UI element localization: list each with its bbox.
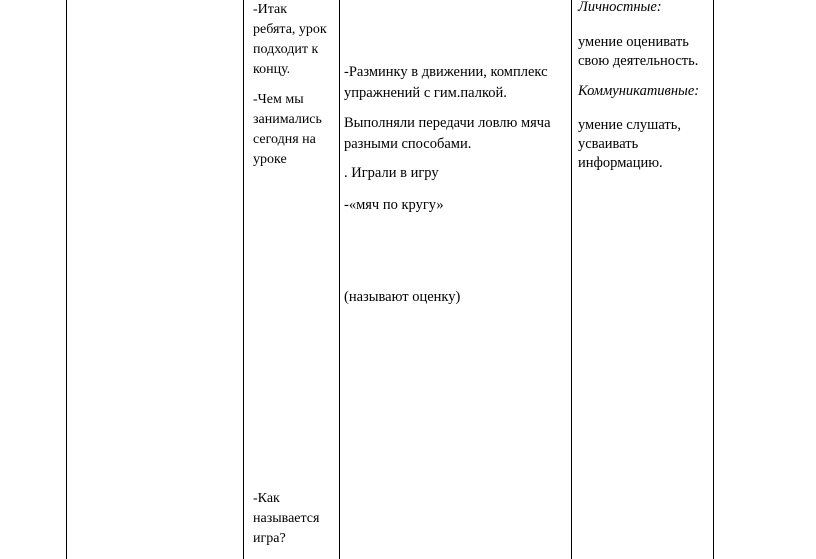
text-line: занимались [253, 112, 322, 127]
text-line: -Как [253, 491, 280, 506]
text-line: подходит к [253, 42, 319, 57]
text-line: Выполняли передачи ловлю мяча [344, 115, 551, 131]
text-line: (называют оценку) [344, 289, 461, 305]
text-line: -Итак [253, 2, 288, 17]
communicative-heading: Коммуникативные: [578, 83, 700, 99]
text-line: разными способами. [344, 136, 472, 152]
communicative-text: умение слушать, усваивать информацию. [578, 117, 681, 171]
column-divider-4 [571, 0, 572, 559]
personal-text: умение оценивать свою деятельность. [578, 34, 699, 69]
text-line: называется [253, 511, 320, 526]
text-line: . Играли в игру [344, 165, 439, 181]
text-line: -Чем мы [253, 92, 304, 107]
text-line: -«мяч по кругу» [344, 197, 444, 213]
text-line: уроке [253, 152, 287, 167]
column-divider-2 [243, 0, 244, 559]
text-line: сегодня на [253, 132, 316, 147]
text-line: упражнений с гим.палкой. [344, 85, 507, 101]
text-line: концу. [253, 62, 291, 77]
empty-cell [714, 0, 816, 559]
column-divider-1 [66, 0, 67, 559]
text-line: игра? [253, 531, 286, 546]
personal-heading: Личностные: [578, 0, 662, 15]
text-line: -Разминку в движении, комплекс [344, 64, 548, 80]
column-divider-3 [339, 0, 340, 559]
text-line: ребята, урок [253, 22, 327, 37]
